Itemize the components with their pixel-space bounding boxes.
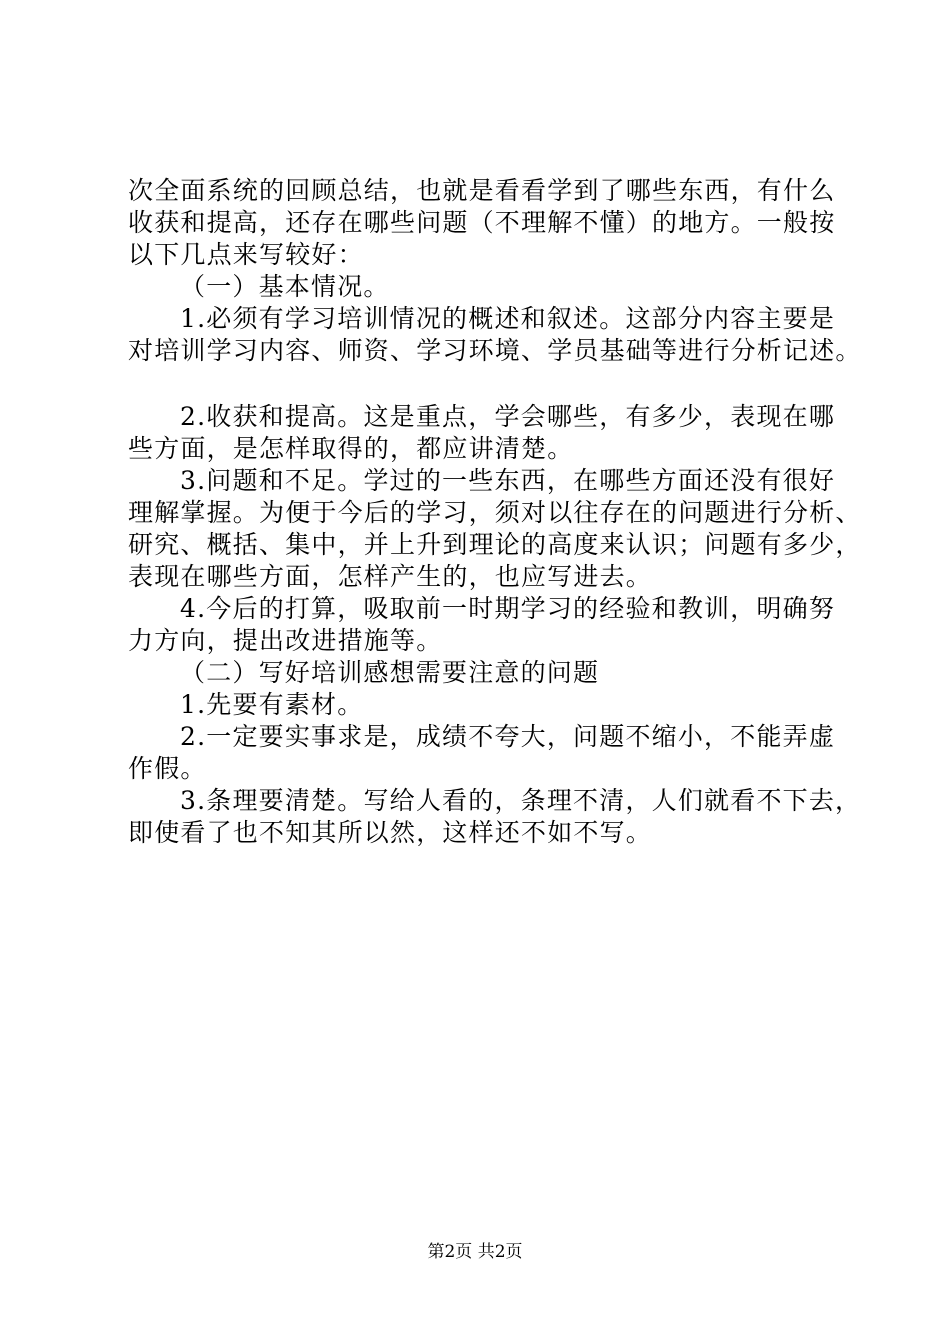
text-line: 力方向，提出改进措施等。	[128, 626, 443, 655]
text-line: 收获和提高，还存在哪些问题（不理解不懂）的地方。一般按	[128, 208, 836, 237]
text-line: 研究、概括、集中，并上升到理论的高度来认识；问题有多少，	[128, 530, 862, 559]
text-line: 3.问题和不足。学过的一些东西，在哪些方面还没有很好	[180, 466, 836, 495]
text-line: 2.一定要实事求是，成绩不夸大，问题不缩小，不能弄虚	[180, 722, 836, 751]
document-body	[128, 175, 862, 849]
text-line: 1.必须有学习培训情况的概述和叙述。这部分内容主要是	[180, 304, 836, 333]
text-line: 1.先要有素材。	[180, 690, 364, 719]
text-line: 次全面系统的回顾总结，也就是看看学到了哪些东西，有什么	[128, 176, 836, 205]
text-line: 理解掌握。为便于今后的学习，须对以往存在的问题进行分析、	[128, 498, 862, 527]
text-line: 以下几点来写较好：	[128, 240, 364, 269]
text-line: 即使看了也不知其所以然，这样还不如不写。	[128, 818, 653, 847]
section-heading-basic: （一）基本情况。	[180, 272, 390, 301]
text-line: 对培训学习内容、师资、学习环境、学员基础等进行分析记述。	[128, 336, 862, 365]
text-line: 表现在哪些方面，怎样产生的，也应写进去。	[128, 562, 653, 591]
section-heading-notes: （二）写好培训感想需要注意的问题	[180, 658, 600, 687]
page-number-footer: 第2页 共2页	[427, 1242, 523, 1262]
text-line: 3.条理要清楚。写给人看的，条理不清，人们就看不下去，	[180, 786, 862, 815]
text-line: 些方面，是怎样取得的，都应讲清楚。	[128, 434, 574, 463]
text-line: 2.收获和提高。这是重点，学会哪些，有多少，表现在哪	[180, 402, 836, 431]
text-line: 作假。	[128, 754, 207, 783]
text-line: 4.今后的打算，吸取前一时期学习的经验和教训，明确努	[180, 594, 836, 623]
